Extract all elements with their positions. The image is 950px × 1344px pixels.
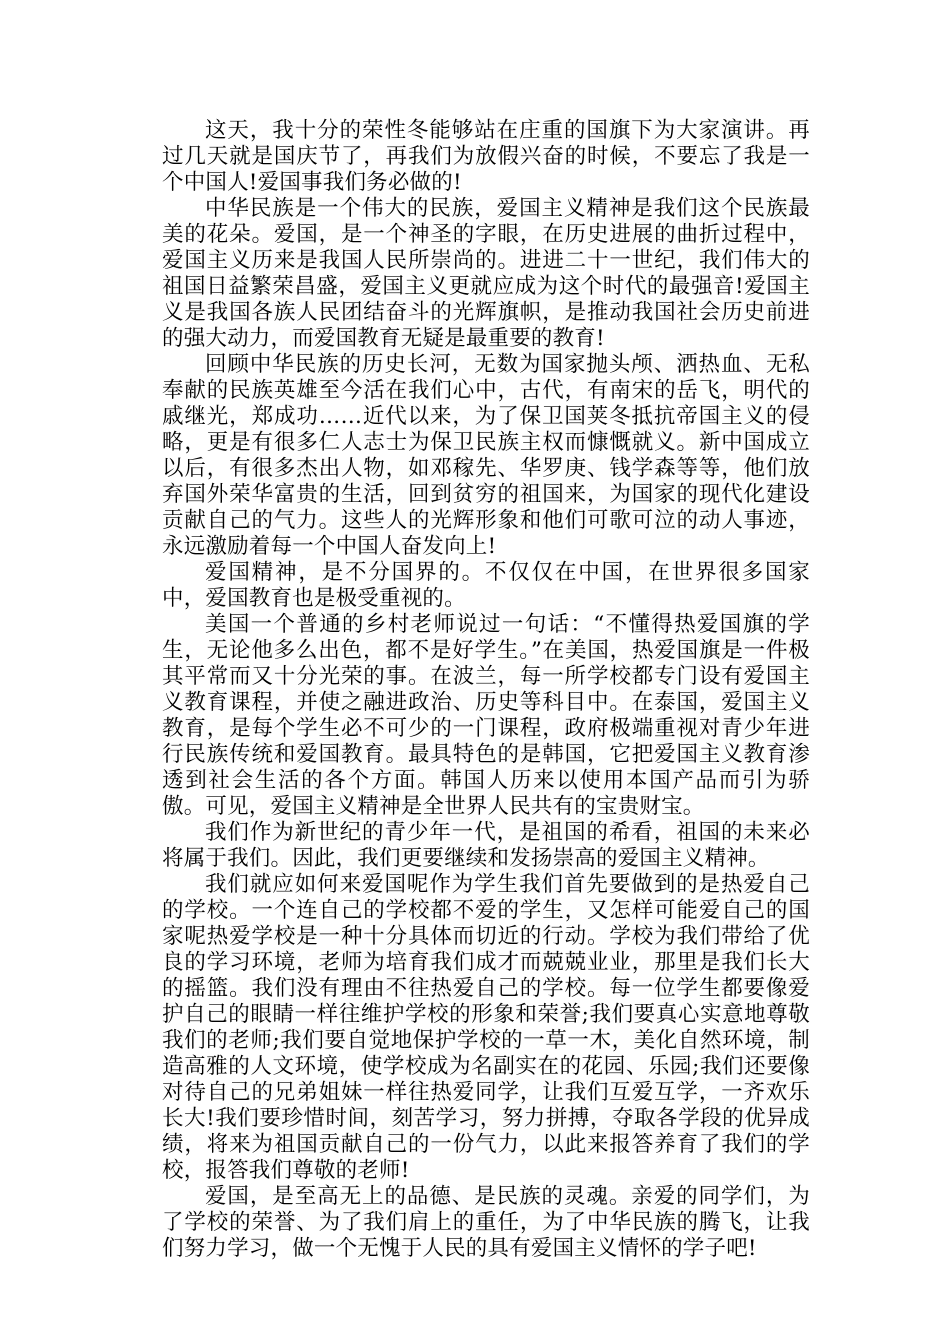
speech-body bbox=[162, 118, 810, 1262]
paragraph-1: 这天，我十分的荣性冬能够站在庄重的国旗下为大家演讲。再过几天就是国庆节了，再我们为放假兴奋的时候，不要忘了我是一个中国人!爱国事我们务必做的! bbox=[162, 118, 810, 195]
paragraph-7: 我们就应如何来爱国呢作为学生我们首先要做到的是热爱自己的学校。一个连自己的学校都不爱的学生，又怎样可能爱自己的国家呢热爱学校是一种十分具体而切近的行动。学校为我们带给了优良的学习环境，老师为培育我们成才而兢兢业业，那里是我们长大的摇篮。我们没有理由不往热爱自己的学校。每一位学生都要像爱护自己的眼睛一样往维护学校的形象和荣誉;我们要真心实意地尊敬我们的老师;我们要自觉地保护学校的一草一木，美化自然环境，制造高雅的人文环境，使学校成为名副实在的花园、乐园;我们还要像对待自己的兄弟姐妹一样往热爱同学，让我们互爱互学，一齐欢乐长大!我们要珍惜时间，刻苦学习，努力拼搏，夺取各学段的优异成绩，将来为祖国贡献自己的一份气力，以此来报答养育了我们的学校，报答我们尊敬的老师! bbox=[162, 872, 810, 1183]
paragraph-4: 爱国精神，是不分国界的。不仅仅在中国，在世界很多国家中，爱国教育也是极受重视的。 bbox=[162, 560, 810, 611]
paragraph-3: 回顾中华民族的历史长河，无数为国家抛头颅、洒热血、无私奉献的民族英雄至今活在我们心中，古代，有南宋的岳飞，明代的戚继光，郑成功……近代以来，为了保卫国荚冬抵抗帝国主义的侵略，更是有很多仁人志士为保卫民族主权而慷慨就义。新中国成立以后，有很多杰出人物，如邓稼先、华罗庚、钱学森等等，他们放弃国外荣华富贵的生活，回到贫穷的祖国来，为国家的现代化建设贡献自己的气力。这些人的光辉形象和他们可歌可泣的动人事迹，永远激励着每一个中国人奋发向上! bbox=[162, 352, 810, 559]
paragraph-6: 我们作为新世纪的青少年一代，是祖国的希看，祖国的未来必将属于我们。因此，我们更要继续和发扬崇高的爱国主义精神。 bbox=[162, 820, 810, 871]
paragraph-8: 爱国，是至高无上的品德、是民族的灵魂。亲爱的同学们，为了学校的荣誉、为了我们肩上的重任，为了中华民族的腾飞，让我们努力学习，做一个无愧于人民的具有爱国主义情怀的学子吧! bbox=[162, 1184, 810, 1261]
paragraph-2: 中华民族是一个伟大的民族，爱国主义精神是我们这个民族最美的花朵。爱国，是一个神圣的字眼，在历史进展的曲折过程中，爱国主义历来是我国人民所崇尚的。进进二十一世纪，我们伟大的祖国日益繁荣昌盛，爱国主义更就应成为这个时代的最强音!爱国主义是我国各族人民团结奋斗的光辉旗帜，是推动我国社会历史前进的强大动力，而爱国教育无疑是最重要的教育! bbox=[162, 196, 810, 351]
paragraph-5: 美国一个普通的乡村老师说过一句话：“不懂得热爱国旗的学生，无论他多么出色，都不是好学生。”在美国，热爱国旗是一件极其平常而又十分光荣的事。在波兰，每一所学校都专门设有爱国主义教育课程，并使之融进政治、历史等科目中。在泰国，爱国主义教育，是每个学生必不可少的一门课程，政府极端重视对青少年进行民族传统和爱国教育。最具特色的是韩国，它把爱国主义教育渗透到社会生活的各个方面。韩国人历来以使用本国产品而引为骄傲。可见，爱国主义精神是全世界人民共有的宝贵财宝。 bbox=[162, 612, 810, 819]
